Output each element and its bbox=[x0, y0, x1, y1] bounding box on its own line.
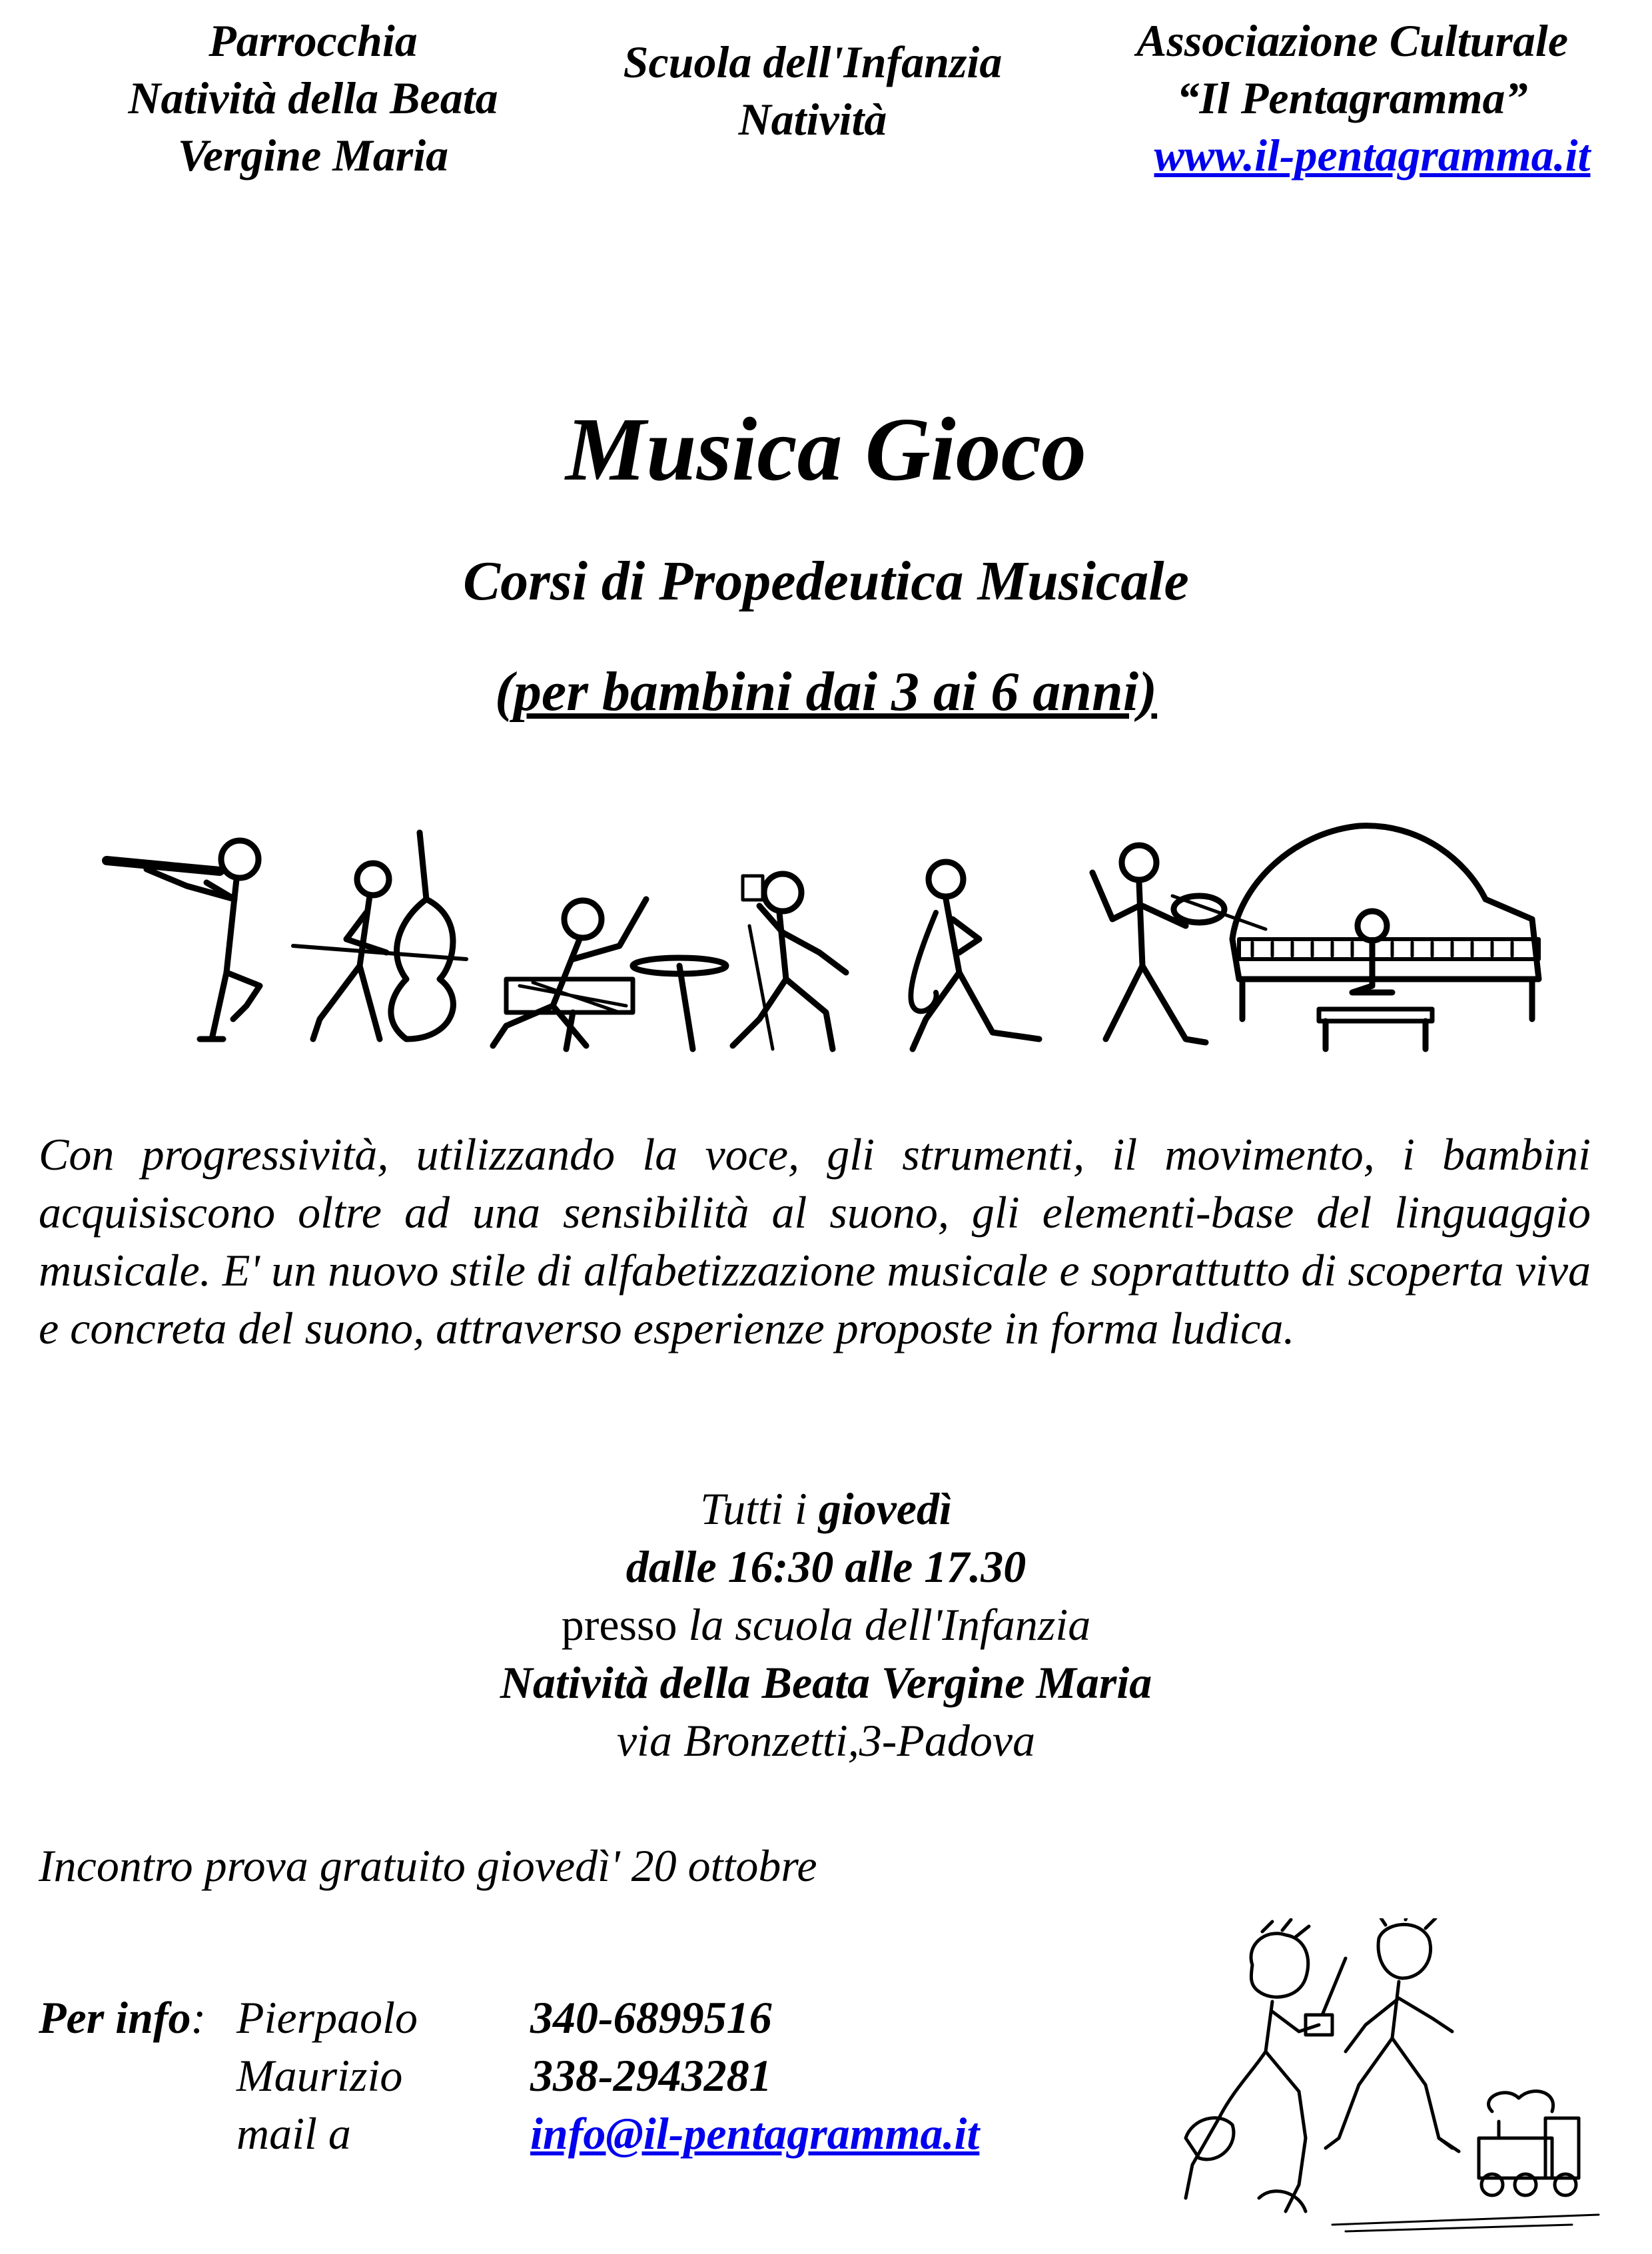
info-label: Per info bbox=[39, 1992, 191, 2043]
header-parish-line: Vergine Maria bbox=[177, 130, 449, 181]
stick-figure-musicians-illustration bbox=[93, 819, 1572, 1059]
schedule-day: giovedì bbox=[818, 1483, 952, 1534]
child-with-remote-figure bbox=[1186, 1920, 1346, 2211]
schedule-time: dalle 16:30 alle 17.30 bbox=[625, 1541, 1027, 1592]
schedule-place: la scuola dell'Infanzia bbox=[688, 1599, 1091, 1650]
header-school-line: Scuola dell'Infanzia bbox=[623, 37, 1003, 87]
singer-figure bbox=[733, 874, 846, 1049]
mail-label: mail a bbox=[236, 2108, 351, 2159]
website-link[interactable]: www.il-pentagramma.it bbox=[1154, 130, 1591, 181]
header-school bbox=[586, 33, 1039, 148]
child-running-figure bbox=[1326, 1918, 1459, 2151]
flute-player-figure bbox=[107, 841, 260, 1039]
contact-phone: 338-2943281 bbox=[530, 2050, 772, 2101]
info-colon: : bbox=[191, 1992, 206, 2043]
page-title: Musica Gioco bbox=[566, 400, 1086, 500]
contact-phone: 340-6899516 bbox=[530, 1992, 772, 2043]
header-parish bbox=[100, 12, 526, 184]
toy-train-icon bbox=[1332, 2091, 1599, 2231]
free-trial-note: Incontro prova gratuito giovedì' 20 ottobre bbox=[39, 1840, 817, 1891]
children-playing-illustration bbox=[1172, 1918, 1625, 2238]
schedule-address: via Bronzetti,3-Padova bbox=[616, 1715, 1036, 1766]
saxophonist-figure bbox=[911, 862, 1039, 1049]
email-link[interactable]: info@il-pentagramma.it bbox=[530, 2108, 980, 2159]
header-parish-line: Natività della Beata bbox=[128, 73, 498, 123]
schedule-block bbox=[0, 1480, 1652, 1770]
header-association bbox=[1079, 12, 1625, 184]
age-range-text: (per bambini dai 3 ai 6 anni) bbox=[494, 661, 1158, 723]
header-association-line: Associazione Culturale bbox=[1136, 15, 1569, 66]
schedule-day-prefix: Tutti i bbox=[700, 1483, 819, 1534]
page-subtitle: Corsi di Propedeutica Musicale bbox=[463, 550, 1189, 612]
schedule-place-prefix: presso bbox=[561, 1599, 689, 1650]
pianist-figure bbox=[1232, 826, 1539, 1049]
course-description: Con progressività, utilizzando la voce, gli strumenti, il movimento, i bambini acquisiscono oltre ad una sensibilità al suono, gli elementi-base del linguaggio musicale. E' un nuovo stile di alfabetizzazione musicale e soprattutto di scoperta viva e concreta del suono, attraverso esperienze proposte in forma ludica. bbox=[39, 1129, 1591, 1353]
info-label-group bbox=[39, 1989, 206, 2047]
schedule-day-line bbox=[0, 1480, 1652, 1538]
schedule-place-line bbox=[0, 1596, 1652, 1654]
header-association-line: “Il Pentagramma” bbox=[1176, 73, 1528, 123]
header-school-line: Natività bbox=[738, 94, 887, 145]
age-range bbox=[0, 655, 1652, 729]
schedule-venue: Natività della Beata Vergine Maria bbox=[500, 1657, 1152, 1708]
header-parish-line: Parrocchia bbox=[208, 15, 418, 66]
contact-name: Maurizio bbox=[236, 2050, 403, 2101]
contact-name: Pierpaolo bbox=[236, 1992, 418, 2043]
drummer-figure bbox=[493, 899, 726, 1049]
double-bass-player-figure bbox=[293, 833, 466, 1039]
